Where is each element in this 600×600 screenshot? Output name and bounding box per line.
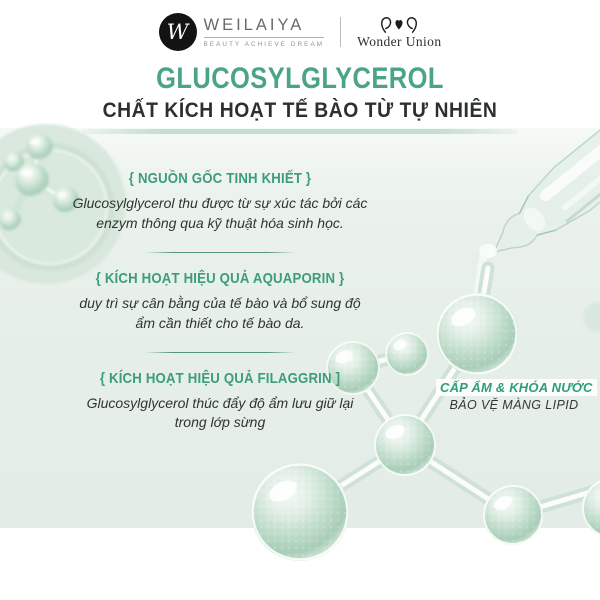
brand-name: WEILAIYA (203, 16, 305, 35)
header (0, 13, 600, 51)
partner-name: Wonder Union (357, 34, 442, 49)
section-body: Glucosylglycerol thúc đẩy độ ẩm lưu giữ lại trong lớp sừng (86, 394, 354, 431)
title-underline (82, 129, 518, 134)
monogram-letter: W (166, 19, 189, 44)
weilaiya-monogram-icon (159, 13, 197, 51)
section-heading: { KÍCH HOẠT HIỆU QUẢ AQUAPORIN } (95, 269, 345, 287)
section-filaggrin (72, 370, 368, 434)
section-heading: { NGUỒN GỐC TINH KHIẾT } (128, 170, 312, 187)
page-subtitle: CHẤT KÍCH HOẠT TẾ BÀO TỪ TỰ NHIÊN (102, 99, 498, 122)
section-aquaporin (72, 270, 368, 334)
section-body: Glucosylglycerol thu được từ sự xúc tác bởi các enzym thông qua kỹ thuật hóa sinh học. (72, 195, 368, 231)
section-divider (145, 352, 295, 353)
info-sections (72, 170, 368, 433)
page-title: GLUCOSYLGLYCEROL (156, 62, 444, 95)
section-heading: { KÍCH HOẠT HIỆU QUẢ FILAGGRIN ] (99, 369, 341, 387)
callout-secondary: BẢO VỆ MÀNG LIPID (449, 398, 579, 412)
logo-divider (340, 17, 341, 47)
blur-bubble (583, 302, 600, 332)
section-purity (72, 170, 368, 234)
section-body: duy trì sự cân bằng của tế bào và bổ sung độ ẩm cần thiết cho tế bào da. (79, 294, 361, 331)
title-block (0, 62, 600, 134)
brand-tagline: BEAUTY ACHIEVE DREAM (204, 37, 325, 48)
benefit-callout (436, 379, 592, 412)
callout-primary: CẤP ẨM & KHÓA NƯỚC (436, 379, 597, 396)
section-divider (145, 252, 295, 253)
weilaiya-logo (159, 13, 325, 51)
wonder-union-icon (379, 14, 419, 34)
wonder-union-logo (357, 14, 441, 50)
